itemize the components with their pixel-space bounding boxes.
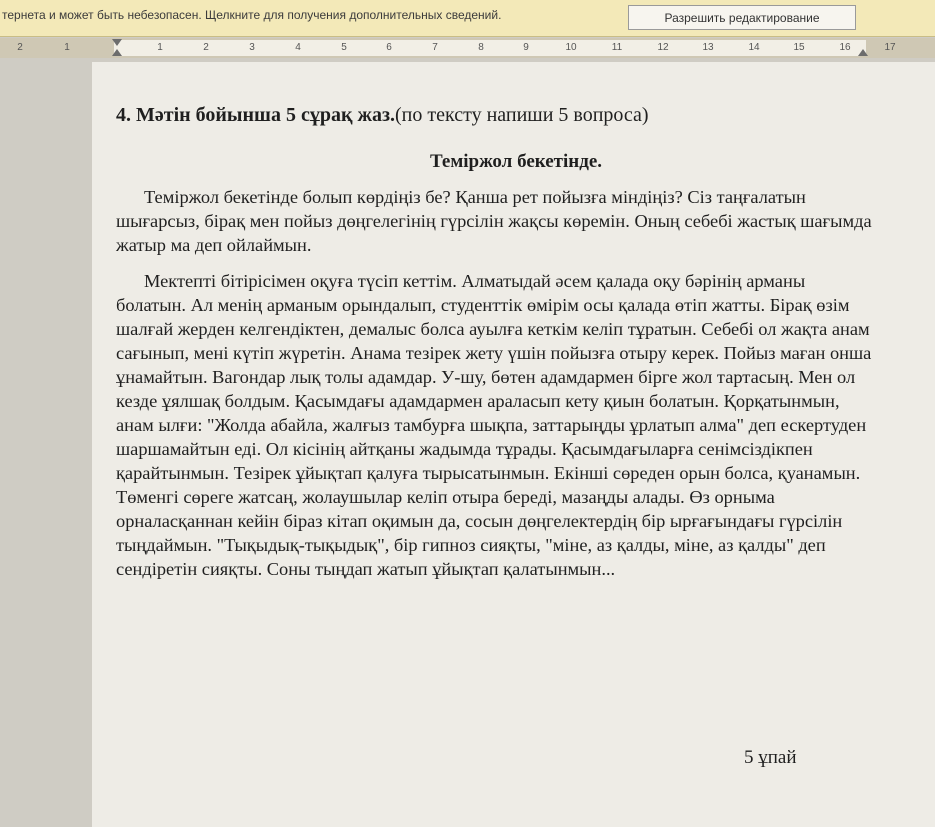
task-heading-kazakh: 4. Мәтін бойынша 5 сұрақ жаз.: [116, 104, 396, 126]
ruler-number: 5: [341, 42, 347, 53]
ruler-number: 13: [702, 42, 714, 53]
horizontal-ruler[interactable]: [0, 38, 935, 58]
ruler-number: 2: [203, 42, 209, 53]
document-page[interactable]: [92, 62, 935, 827]
ruler-number: 7: [432, 42, 438, 53]
story-title: Теміржол бекетінде.: [429, 151, 603, 172]
ruler-number: 6: [386, 42, 392, 53]
ruler-number: 11: [611, 42, 623, 53]
ruler-number: 2: [17, 42, 23, 53]
ruler-number: 9: [523, 42, 529, 53]
document-content[interactable]: [116, 104, 876, 593]
first-line-indent-marker[interactable]: [112, 39, 122, 46]
ruler-number: 17: [884, 42, 896, 53]
ruler-number: 10: [565, 42, 577, 53]
paragraph-1: Теміржол бекетінде болып көрдіңіз бе? Қанша рет пойызға міндіңіз? Сіз таңғалатын шығарсыз, бірақ мен пойыз дөңгелегінің гүрсілін жақсы көремін. Оның себебі жастық шағымда жатыр ма деп ойлаймын.: [116, 187, 872, 255]
ruler-number: 1: [157, 42, 163, 53]
ruler-number: 4: [295, 42, 301, 53]
task-heading-russian: (по тексту напиши 5 вопроса): [395, 104, 649, 126]
ruler-number: 15: [793, 42, 805, 53]
right-indent-marker[interactable]: [858, 49, 868, 56]
task-heading: [116, 104, 876, 127]
left-indent-marker[interactable]: [112, 49, 122, 56]
protected-view-bar: [0, 0, 935, 37]
ruler-number: 14: [748, 42, 760, 53]
protected-view-message[interactable]: тернета и может быть небезопасен. Щелкните для получения дополнительных сведений.: [2, 8, 502, 22]
ruler-number: 12: [657, 42, 669, 53]
ruler-number: 1: [64, 42, 70, 53]
points-label: 5 ұпай: [744, 747, 797, 768]
enable-editing-button[interactable]: Разрешить редактирование: [628, 5, 856, 30]
ruler-number: 16: [839, 42, 851, 53]
paragraph-2: Мектепті бітірісімен оқуға түсіп кеттім. Алматыдай әсем қалада оқу бәрінің арманы болатын. Ал менің арманым орындалып, студенттік өмірім осы қалада өтіп жатты. Бірақ өзім шалғай жерден келгендіктен, демалыс болса ауылға кеткім келіп тұратын. Себебі ол жақта анам сағынып, мені күтіп жүретін. Анама тезірек жету үшін пойызға отыру керек. Пойыз маған онша ұнамайтын. Вагондар лық толы адамдар. У-шу, бөтен адамдармен бірге жол тартасың. Мен ол кезде ұялшақ болдым. Қасымдағы адамдармен араласып кету қиын болатын. Қорқатынмын, анам ылғи: "Жолда абайла, жалғыз тамбурға шықпа, заттарыңды ұрлатып алма" деп ескертуден шаршамайтын еді. Ол кісінің айтқаны жадымда тұрады. Қасымдағыларға сенімсіздікпен қарайтынмын. Тезірек ұйықтап қалуға тырысатынмын. Екінші сөреден орын болса, қуанамын. Төменгі сөреге жатсаң, жолаушылар келіп отыра береді, мазаңды алады. Өз орныма орналасқаннан кейін біраз кітап оқимын да, сосын дөңгелектердің бір ырғағындағы гүрсілін тыңдаймын. "Тықыдық-тықыдық", бір гипноз сияқты, "міне, аз қалды, міне, аз қалды" деп сендіретін сияқты. Соны тыңдап жатып ұйықтап қалатынмын...: [116, 271, 872, 579]
ruler-number: 8: [478, 42, 484, 53]
ruler-number: 3: [249, 42, 255, 53]
